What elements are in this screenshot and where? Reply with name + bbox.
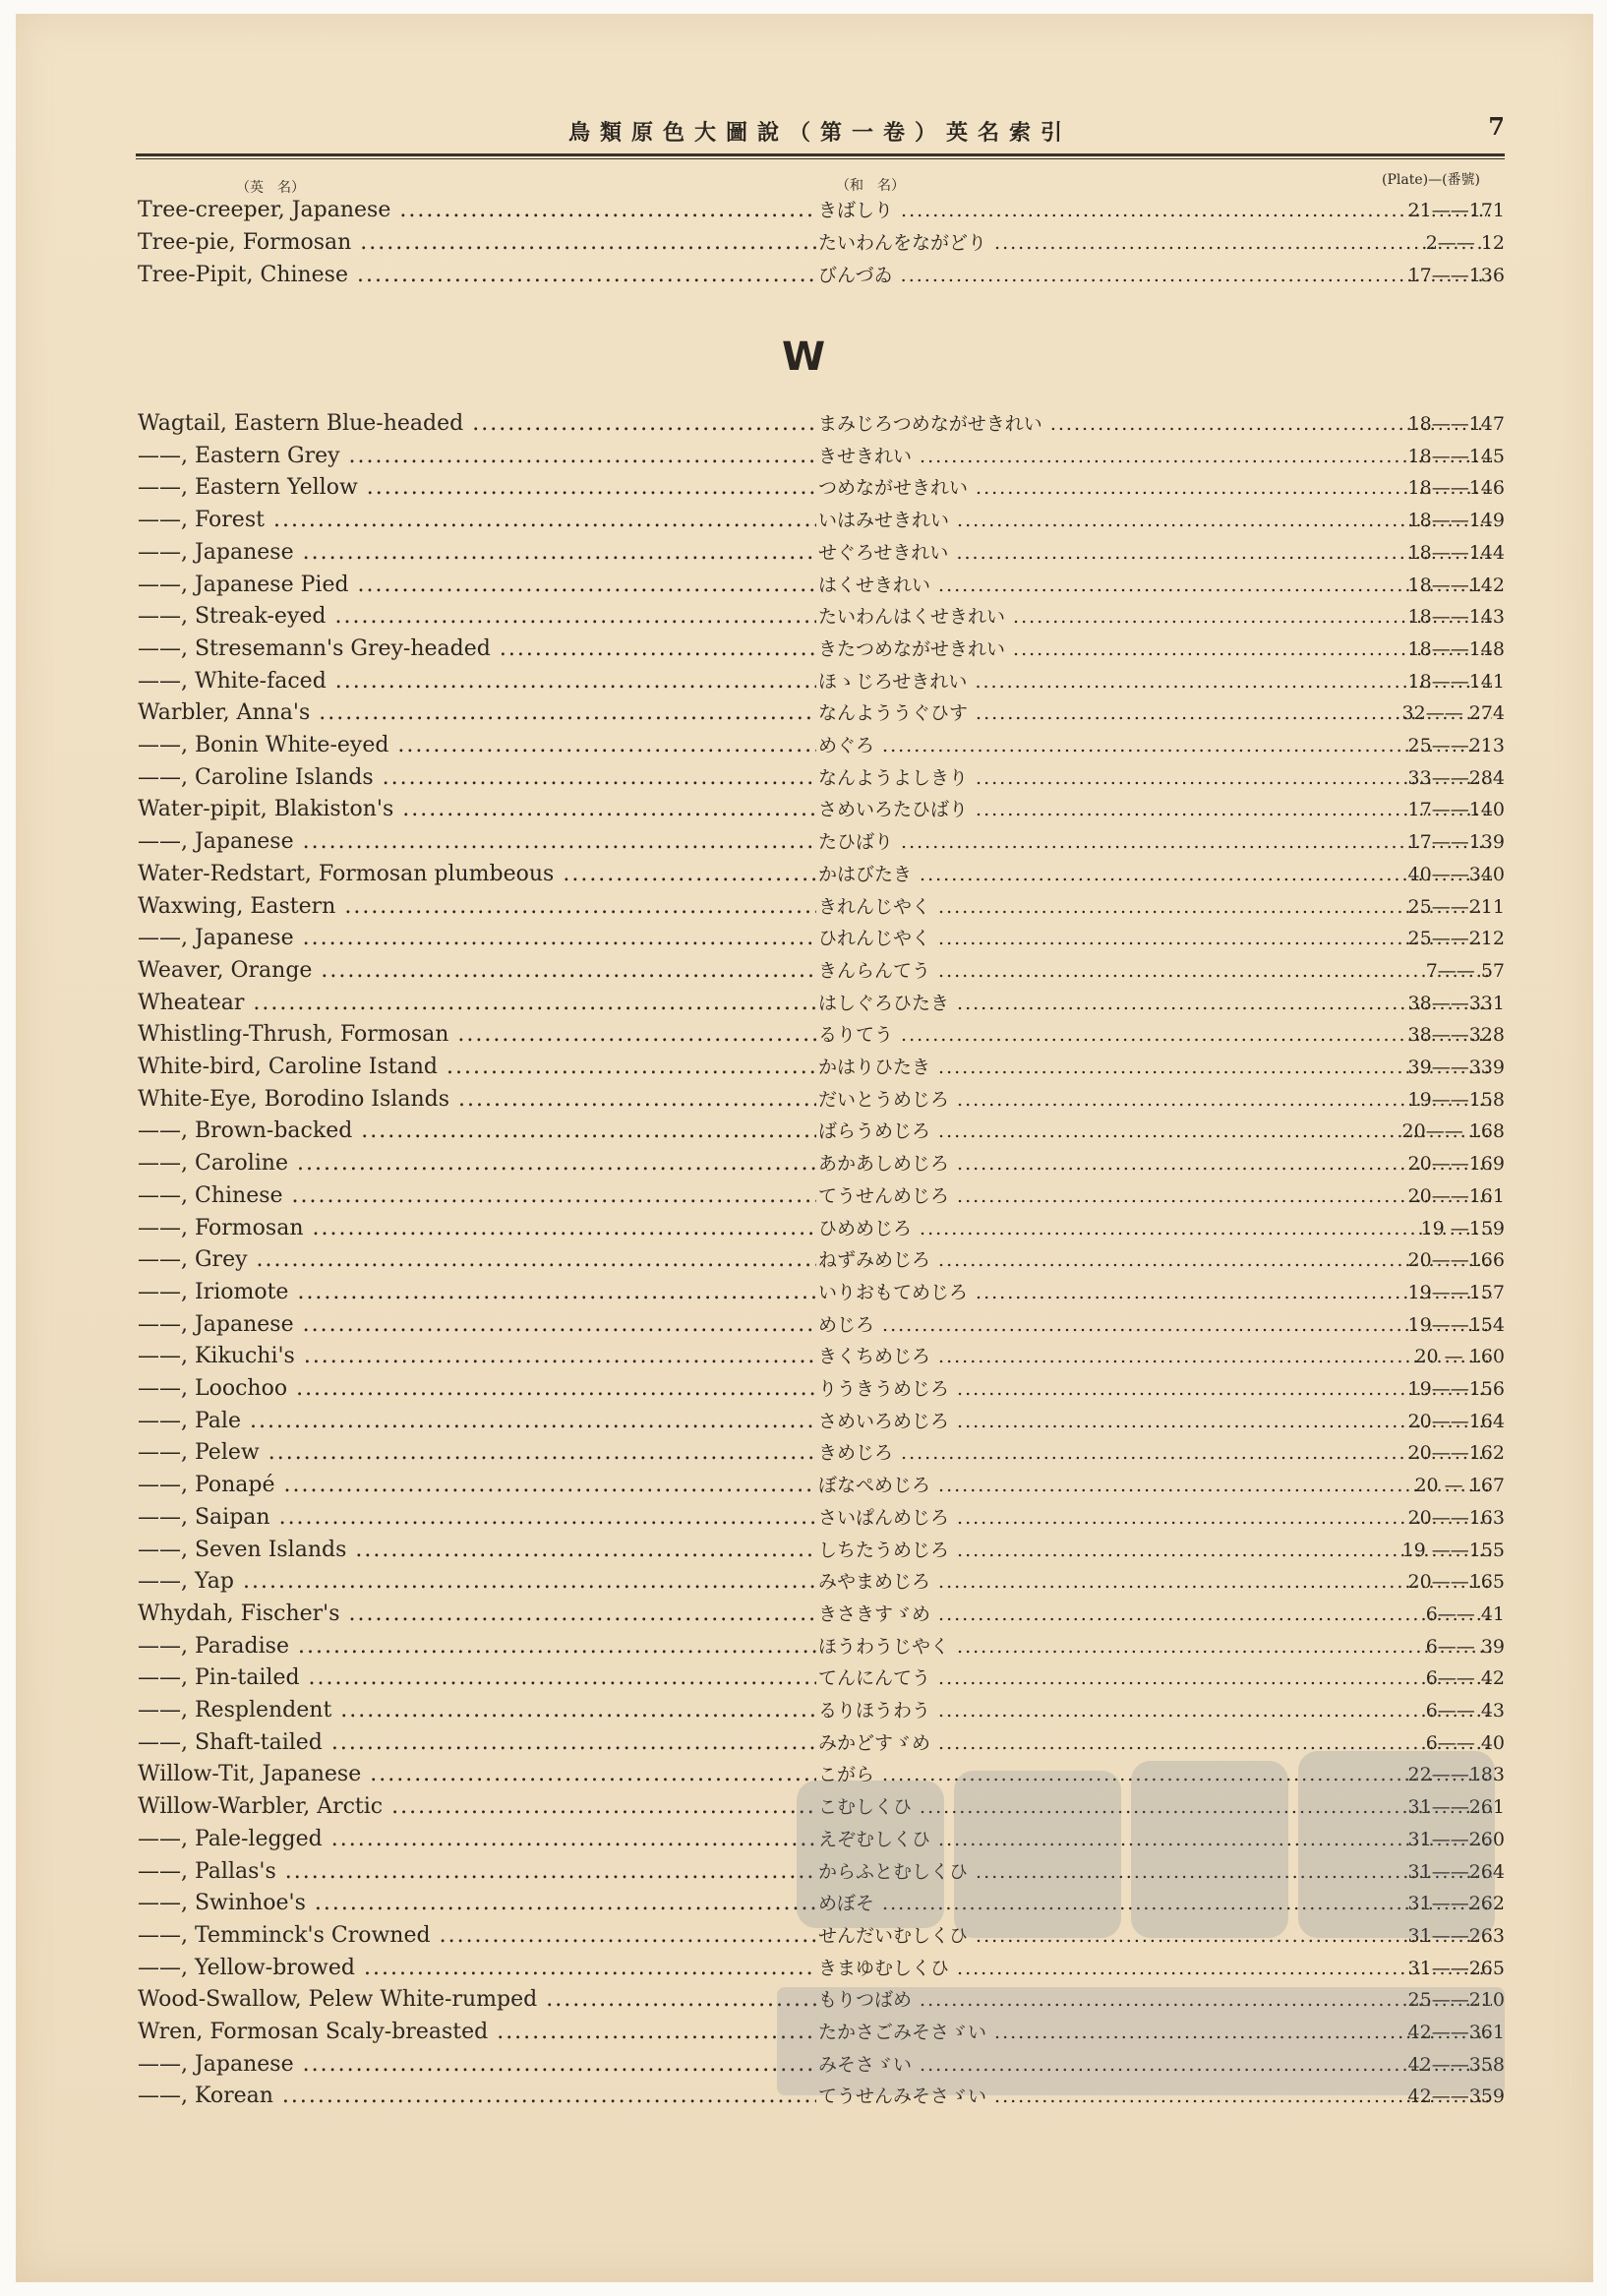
japanese-name: てうせんめじろ .....	[818, 1180, 1492, 1212]
japanese-name: せぐろせきれい .....	[818, 537, 1492, 569]
english-name: Tree-creeper, Japanese .....	[138, 195, 816, 226]
plate-number: 20——166	[1407, 1249, 1505, 1272]
japanese-name: みかどすゞめ .....	[818, 1727, 1492, 1759]
japanese-name: せんだいむしくひ .....	[818, 1920, 1492, 1952]
index-entry	[138, 891, 1505, 923]
japanese-name: さいぱんめじろ .....	[818, 1502, 1492, 1534]
index-entry	[138, 1309, 1505, 1341]
column-header-english: （英 名）	[236, 180, 305, 196]
plate-number: 25——210	[1407, 1989, 1505, 2012]
english-name: ——, Yellow-browed .....	[138, 1953, 816, 1984]
japanese-name: きたつめながせきれい .....	[818, 634, 1492, 665]
header-rule	[136, 153, 1505, 156]
english-name: ——, Iriomote .....	[138, 1277, 816, 1308]
english-name: ——, White-faced .....	[138, 666, 816, 697]
japanese-name: るりほうわう .....	[818, 1695, 1492, 1726]
index-entry	[138, 762, 1505, 794]
english-name: ——, Pelew .....	[138, 1437, 816, 1469]
index-entry	[138, 1437, 1505, 1469]
index-entry	[138, 1662, 1505, 1694]
japanese-name: あかあしめじろ .....	[818, 1148, 1492, 1179]
index-entry	[138, 859, 1505, 890]
plate-number: 20—— 168	[1401, 1120, 1505, 1143]
english-name: ——, Japanese .....	[138, 2049, 816, 2081]
english-name: Waxwing, Eastern .....	[138, 891, 816, 923]
index-entry	[138, 1213, 1505, 1244]
japanese-name: めぐろ .....	[818, 730, 1492, 761]
plate-number: 21——171	[1407, 200, 1505, 221]
english-name: Warbler, Anna's .....	[138, 697, 816, 729]
index-entry	[138, 1984, 1505, 2016]
japanese-name: きせきれい .....	[818, 441, 1492, 472]
japanese-name: いりおもてめじろ .....	[818, 1277, 1492, 1308]
index-entry	[138, 794, 1505, 825]
index-entry	[138, 1373, 1505, 1405]
japanese-name: ほうわうじやく .....	[818, 1631, 1492, 1662]
index-entry	[138, 260, 1505, 291]
plate-number: 38——331	[1407, 992, 1505, 1014]
english-name: Whistling-Thrush, Formosan .....	[138, 1019, 816, 1051]
index-entry	[138, 634, 1505, 665]
plate-number: 19 —159	[1420, 1217, 1505, 1239]
index-entry	[138, 1116, 1505, 1147]
index-entry	[138, 955, 1505, 987]
index-entry	[138, 1759, 1505, 1790]
english-name: ——, Stresemann's Grey-headed .....	[138, 634, 816, 665]
index-entry	[138, 1856, 1505, 1888]
japanese-name: なんようよしきり .....	[818, 762, 1492, 794]
index-entry	[138, 441, 1505, 472]
japanese-name: だいとうめじろ .....	[818, 1084, 1492, 1116]
index-entry	[138, 227, 1505, 259]
english-name: Water-pipit, Blakiston's .....	[138, 794, 816, 825]
english-name: ——, Streak-eyed .....	[138, 601, 816, 633]
english-name: ——, Chinese .....	[138, 1180, 816, 1212]
index-entry	[138, 537, 1505, 569]
plate-number: 17——136	[1407, 265, 1505, 286]
english-name: ——, Grey .....	[138, 1244, 816, 1276]
plate-number: 17——139	[1407, 831, 1505, 854]
japanese-name: えぞむしくひ .....	[818, 1824, 1492, 1855]
english-name: ——, Japanese .....	[138, 826, 816, 858]
index-entry	[138, 1599, 1505, 1630]
index-entry	[138, 1277, 1505, 1308]
plate-number: 19——154	[1407, 1313, 1505, 1336]
plate-number: 31——264	[1407, 1860, 1505, 1883]
english-name: ——, Caroline .....	[138, 1148, 816, 1179]
plate-number: 17——140	[1407, 799, 1505, 821]
english-name: ——, Loochoo .....	[138, 1373, 816, 1405]
japanese-name: こがら .....	[818, 1759, 1492, 1790]
index-entry	[138, 1019, 1505, 1051]
english-name: ——, Japanese .....	[138, 1309, 816, 1341]
japanese-name: まみじろつめながせきれい .....	[818, 408, 1492, 440]
plate-number: 6—— 41	[1425, 1602, 1505, 1625]
plate-number: 18——141	[1407, 670, 1505, 693]
index-entry	[138, 1406, 1505, 1437]
japanese-name: りうきうめじろ .....	[818, 1373, 1492, 1405]
japanese-name: しちたうめじろ .....	[818, 1535, 1492, 1566]
column-header-plate: (Plate)—(番號)	[1382, 172, 1481, 188]
english-name: ——, Temminck's Crowned .....	[138, 1920, 816, 1952]
plate-number: 18——148	[1407, 637, 1505, 660]
index-entry	[138, 697, 1505, 729]
plate-number: 32—— 274	[1401, 702, 1505, 725]
plate-number: 40——340	[1407, 863, 1505, 885]
plate-number: 20——161	[1407, 1184, 1505, 1207]
plate-number: 20——164	[1407, 1410, 1505, 1432]
english-name: ——, Japanese .....	[138, 537, 816, 569]
english-name: ——, Shaft-tailed .....	[138, 1727, 816, 1759]
plate-number: 20——165	[1407, 1571, 1505, 1594]
plate-number: 20——163	[1407, 1506, 1505, 1529]
plate-number: 18——146	[1407, 477, 1505, 500]
english-name: Tree-Pipit, Chinese .....	[138, 260, 816, 291]
plate-number: 38——328	[1407, 1024, 1505, 1047]
japanese-name: きんらんてう .....	[818, 955, 1492, 987]
index-entry	[138, 666, 1505, 697]
japanese-name: はしぐろひたき .....	[818, 988, 1492, 1019]
japanese-name: てんにんてう .....	[818, 1662, 1492, 1694]
plate-number: 22——183	[1407, 1764, 1505, 1786]
english-name: ——, Kikuchi's .....	[138, 1341, 816, 1372]
index-entry	[138, 1244, 1505, 1276]
english-name: ——, Eastern Grey .....	[138, 441, 816, 472]
japanese-name: さめいろめじろ .....	[818, 1406, 1492, 1437]
page-number: 7	[1488, 112, 1505, 141]
english-name: Willow-Warbler, Arctic .....	[138, 1791, 816, 1823]
plate-number: 18——147	[1407, 413, 1505, 435]
plate-number: 42——358	[1407, 2053, 1505, 2076]
header-rule-thin	[136, 158, 1505, 159]
japanese-name: ひれんじやく .....	[818, 923, 1492, 954]
english-name: ——, Pin-tailed .....	[138, 1662, 816, 1694]
english-name: ——, Yap .....	[138, 1566, 816, 1598]
japanese-name: きれんじやく .....	[818, 891, 1492, 923]
english-name: ——, Resplendent .....	[138, 1695, 816, 1726]
english-name: ——, Japanese Pied .....	[138, 570, 816, 601]
english-name: Wood-Swallow, Pelew White-rumped .....	[138, 1984, 816, 2016]
index-entry	[138, 1084, 1505, 1116]
plate-number: 42——361	[1407, 2022, 1505, 2043]
index-entry	[138, 1920, 1505, 1952]
japanese-name: たいわんはくせきれい .....	[818, 601, 1492, 633]
plate-number: 39——339	[1407, 1057, 1505, 1078]
japanese-name: きさきすゞめ .....	[818, 1599, 1492, 1630]
index-entry	[138, 1470, 1505, 1501]
japanese-name: つめながせきれい .....	[818, 472, 1492, 504]
plate-number: 20 — 167	[1414, 1475, 1505, 1497]
plate-number: 20 — 160	[1414, 1346, 1505, 1368]
japanese-name: みそさゞい .....	[818, 2049, 1492, 2081]
japanese-name: てうせんみそさゞい .....	[818, 2081, 1492, 2112]
plate-number: 6—— 40	[1425, 1731, 1505, 1754]
index-entry	[138, 601, 1505, 633]
japanese-name: ぼなぺめじろ .....	[818, 1470, 1492, 1501]
index-entry	[138, 1180, 1505, 1212]
index-entry	[138, 988, 1505, 1019]
japanese-name: はくせきれい .....	[818, 570, 1492, 601]
japanese-name: たいわんをながどり .....	[818, 227, 1492, 259]
english-name: Wagtail, Eastern Blue-headed .....	[138, 408, 816, 440]
english-name: White-Eye, Borodino Islands .....	[138, 1084, 816, 1116]
english-name: ——, Saipan .....	[138, 1502, 816, 1534]
plate-number: 31——262	[1407, 1893, 1505, 1915]
japanese-name: ばらうめじろ .....	[818, 1116, 1492, 1147]
plate-number: 20——169	[1407, 1153, 1505, 1176]
japanese-name: ほゝじろせきれい .....	[818, 666, 1492, 697]
english-name: ——, Seven Islands .....	[138, 1535, 816, 1566]
index-entry	[138, 1535, 1505, 1566]
section-letter: W	[781, 334, 826, 380]
english-name: ——, Formosan .....	[138, 1213, 816, 1244]
japanese-name: からふとむしくひ .....	[818, 1856, 1492, 1888]
english-name: ——, Pale .....	[138, 1406, 816, 1437]
plate-number: 19——158	[1407, 1088, 1505, 1111]
english-name: ——, Bonin White-eyed .....	[138, 730, 816, 761]
japanese-name: もりつばめ .....	[818, 1984, 1492, 2016]
japanese-name: かはびたき .....	[818, 859, 1492, 890]
english-name: Willow-Tit, Japanese .....	[138, 1759, 816, 1790]
english-name: ——, Paradise .....	[138, 1631, 816, 1662]
plate-number: 31——265	[1407, 1957, 1505, 1979]
english-name: Whydah, Fischer's .....	[138, 1599, 816, 1630]
plate-number: 33——284	[1407, 766, 1505, 789]
index-entry	[138, 2081, 1505, 2112]
plate-number: 19——157	[1407, 1281, 1505, 1303]
japanese-name: きめじろ .....	[818, 1437, 1492, 1469]
index-entry	[138, 570, 1505, 601]
english-name: ——, Brown-backed .....	[138, 1116, 816, 1147]
index-entry	[138, 1953, 1505, 1984]
japanese-name: きばしり .....	[818, 195, 1492, 226]
japanese-name: かはりひたき .....	[818, 1052, 1492, 1083]
index-entry	[138, 472, 1505, 504]
index-entry	[138, 2017, 1505, 2048]
english-name: White-bird, Caroline Istand .....	[138, 1052, 816, 1083]
plate-number: 18——142	[1407, 574, 1505, 596]
japanese-name: ひめめじろ .....	[818, 1213, 1492, 1244]
plate-number: 6—— 42	[1425, 1667, 1505, 1690]
japanese-name: なんよううぐひす .....	[818, 697, 1492, 729]
index-entry	[138, 408, 1505, 440]
japanese-name: るりてう .....	[818, 1019, 1492, 1051]
english-name: ——, Eastern Yellow .....	[138, 472, 816, 504]
header-title: 鳥類原色大圖說（第一卷）英名索引	[567, 120, 1072, 146]
page-header	[136, 108, 1505, 151]
index-entry	[138, 1566, 1505, 1598]
plate-number: 18——143	[1407, 606, 1505, 629]
english-name: Weaver, Orange .....	[138, 955, 816, 987]
japanese-name: たかさごみそさゞい .....	[818, 2017, 1492, 2048]
plate-number: 6—— 43	[1425, 1700, 1505, 1722]
english-name: ——, Japanese .....	[138, 923, 816, 954]
index-entry	[138, 1341, 1505, 1372]
english-name: ——, Caroline Islands .....	[138, 762, 816, 794]
english-name: Tree-pie, Formosan .....	[138, 227, 816, 259]
plate-number: 31——263	[1407, 1924, 1505, 1947]
japanese-name: さめいろたひばり .....	[818, 794, 1492, 825]
index-entry	[138, 1888, 1505, 1919]
index-entry	[138, 1824, 1505, 1855]
index-entry	[138, 1727, 1505, 1759]
plate-number: 42——359	[1407, 2085, 1505, 2108]
japanese-name: たひばり .....	[818, 826, 1492, 858]
plate-number: 25——211	[1407, 895, 1505, 918]
plate-number: 18——145	[1407, 445, 1505, 467]
plate-number: 7—— 57	[1425, 959, 1505, 982]
plate-number: 2—— 12	[1425, 232, 1505, 254]
japanese-name: きまゆむしくひ .....	[818, 1953, 1492, 1984]
plate-number: 25——212	[1407, 928, 1505, 950]
plate-number: 18——149	[1407, 510, 1505, 532]
japanese-name: めじろ .....	[818, 1309, 1492, 1341]
index-entry	[138, 2049, 1505, 2081]
english-name: ——, Korean .....	[138, 2081, 816, 2112]
plate-number: 25——213	[1407, 735, 1505, 756]
english-name: Wren, Formosan Scaly-breasted .....	[138, 2017, 816, 2048]
index-entry	[138, 1148, 1505, 1179]
japanese-name: いはみせきれい .....	[818, 505, 1492, 536]
english-name: ——, Forest .....	[138, 505, 816, 536]
index-entry	[138, 1502, 1505, 1534]
plate-number: 19——156	[1407, 1378, 1505, 1400]
index-entry	[138, 1791, 1505, 1823]
plate-number: 31——261	[1407, 1796, 1505, 1819]
plate-number: 20——162	[1407, 1442, 1505, 1465]
english-name: Wheatear .....	[138, 988, 816, 1019]
index-entry	[138, 1052, 1505, 1083]
index-entry	[138, 505, 1505, 536]
japanese-name: みやまめじろ .....	[818, 1566, 1492, 1598]
japanese-name: ねずみめじろ .....	[818, 1244, 1492, 1276]
index-entry	[138, 1695, 1505, 1726]
index-entry	[138, 195, 1505, 226]
english-name: Water-Redstart, Formosan plumbeous .....	[138, 859, 816, 890]
plate-number: 6—— 39	[1425, 1635, 1505, 1658]
japanese-name: びんづゐ .....	[818, 260, 1492, 291]
english-name: ——, Ponapé .....	[138, 1470, 816, 1501]
japanese-name: めぼそ .....	[818, 1888, 1492, 1919]
japanese-name: こむしくひ .....	[818, 1791, 1492, 1823]
english-name: ——, Swinhoe's .....	[138, 1888, 816, 1919]
english-name: ——, Pale-legged .....	[138, 1824, 816, 1855]
column-header-japanese: （和 名）	[836, 178, 905, 194]
japanese-name: きくちめじろ .....	[818, 1341, 1492, 1372]
plate-number: 31——260	[1407, 1828, 1505, 1850]
index-entry	[138, 730, 1505, 761]
index-entry	[138, 826, 1505, 858]
plate-number: 18——144	[1407, 541, 1505, 564]
index-entry	[138, 923, 1505, 954]
plate-number: 19 ——155	[1401, 1539, 1505, 1561]
index-entry	[138, 1631, 1505, 1662]
english-name: ——, Pallas's .....	[138, 1856, 816, 1888]
